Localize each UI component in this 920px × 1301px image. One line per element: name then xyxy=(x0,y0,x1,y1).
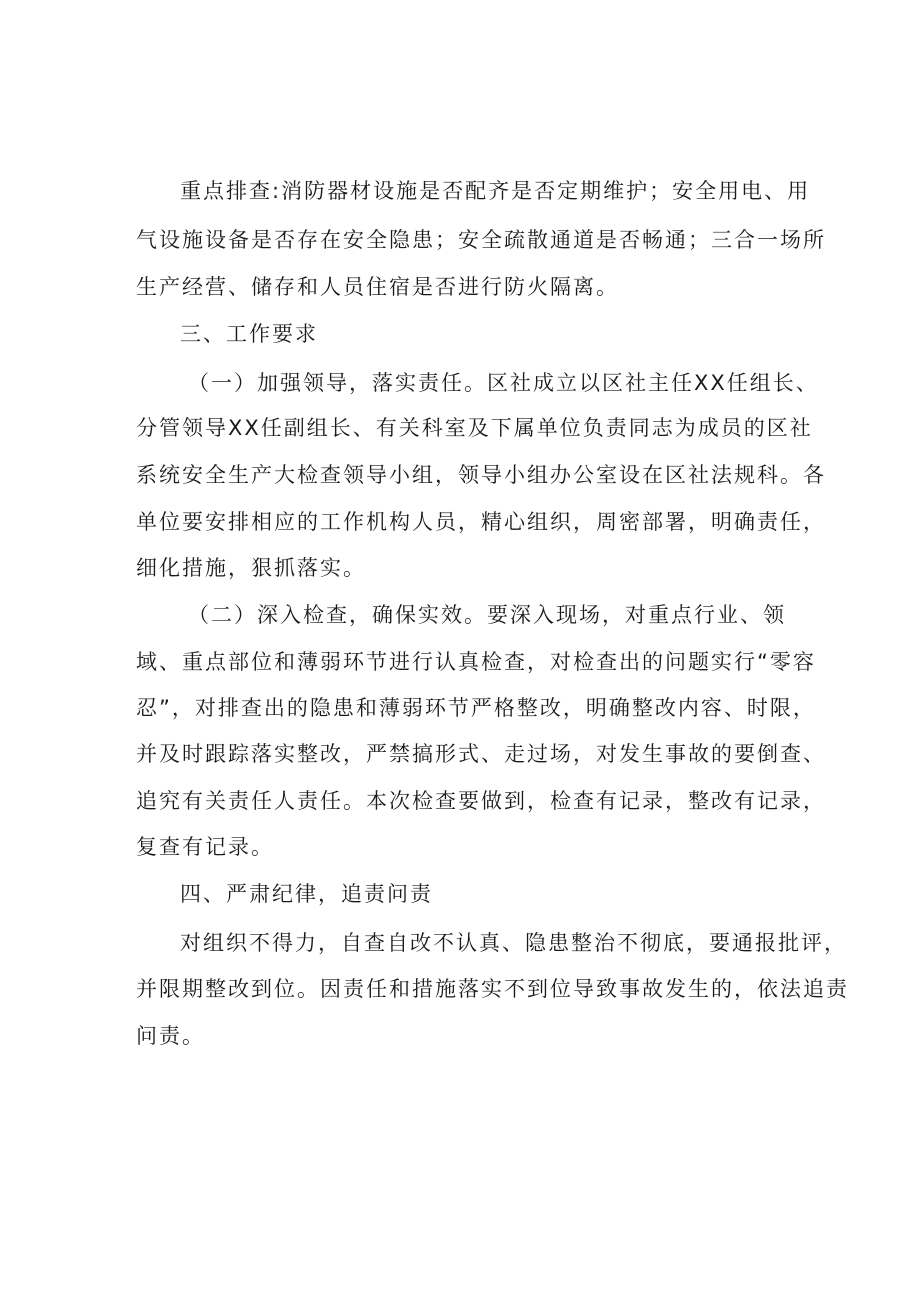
section-heading-work-requirements: 三、工作要求 xyxy=(180,322,318,346)
paragraph-inspection-line-2: 气设施设备是否存在安全隐患；安全疏散通道是否畅通；三合一场所 xyxy=(136,228,826,252)
paragraph-leadership-line-4: 单位要安排相应的工作机构人员，精心组织，周密部署，明确责任， xyxy=(136,510,826,534)
paragraph-inspection-depth-line-2: 域、重点部位和薄弱环节进行认真检查，对检查出的问题实行“零容 xyxy=(136,650,816,674)
paragraph-inspection-depth-line-6: 复查有记录。 xyxy=(136,835,274,859)
paragraph-leadership-line-5: 细化措施，狠抓落实。 xyxy=(136,556,366,580)
paragraph-accountability-line-2: 并限期整改到位。因责任和措施落实不到位导致事故发生的，依法追责 xyxy=(136,977,849,1001)
paragraph-accountability-line-1: 对组织不得力，自查自改不认真、隐患整治不彻底，要通报批评， xyxy=(180,931,847,955)
paragraph-leadership-line-3: 系统安全生产大检查领导小组，领导小组办公室设在区社法规科。各 xyxy=(136,463,826,487)
paragraph-inspection-depth-line-3: 忍”，对排查出的隐患和薄弱环节严格整改，明确整改内容、时限， xyxy=(136,696,816,720)
paragraph-leadership-line-2: 分管领导XX任副组长、有关科室及下属单位负责同志为成员的区社 xyxy=(136,416,813,440)
paragraph-accountability-line-3: 问责。 xyxy=(136,1024,205,1048)
paragraph-leadership-line-1: （一）加强领导，落实责任。区社成立以区社主任XX任组长、 xyxy=(188,371,819,395)
paragraph-inspection-line-1: 重点排查:消防器材设施是否配齐是否定期维护；安全用电、用 xyxy=(180,179,811,203)
paragraph-inspection-depth-line-1: （二）深入检查，确保实效。要深入现场，对重点行业、领 xyxy=(188,603,786,627)
section-heading-discipline: 四、严肃纪律，追责问责 xyxy=(180,882,433,906)
paragraph-inspection-depth-line-5: 追究有关责任人责任。本次检查要做到，检查有记录，整改有记录， xyxy=(136,789,826,813)
paragraph-inspection-depth-line-4: 并及时跟踪落实整改，严禁搞形式、走过场，对发生事故的要倒查、 xyxy=(136,742,826,766)
paragraph-inspection-line-3: 生产经营、储存和人员住宿是否进行防火隔离。 xyxy=(136,275,619,299)
